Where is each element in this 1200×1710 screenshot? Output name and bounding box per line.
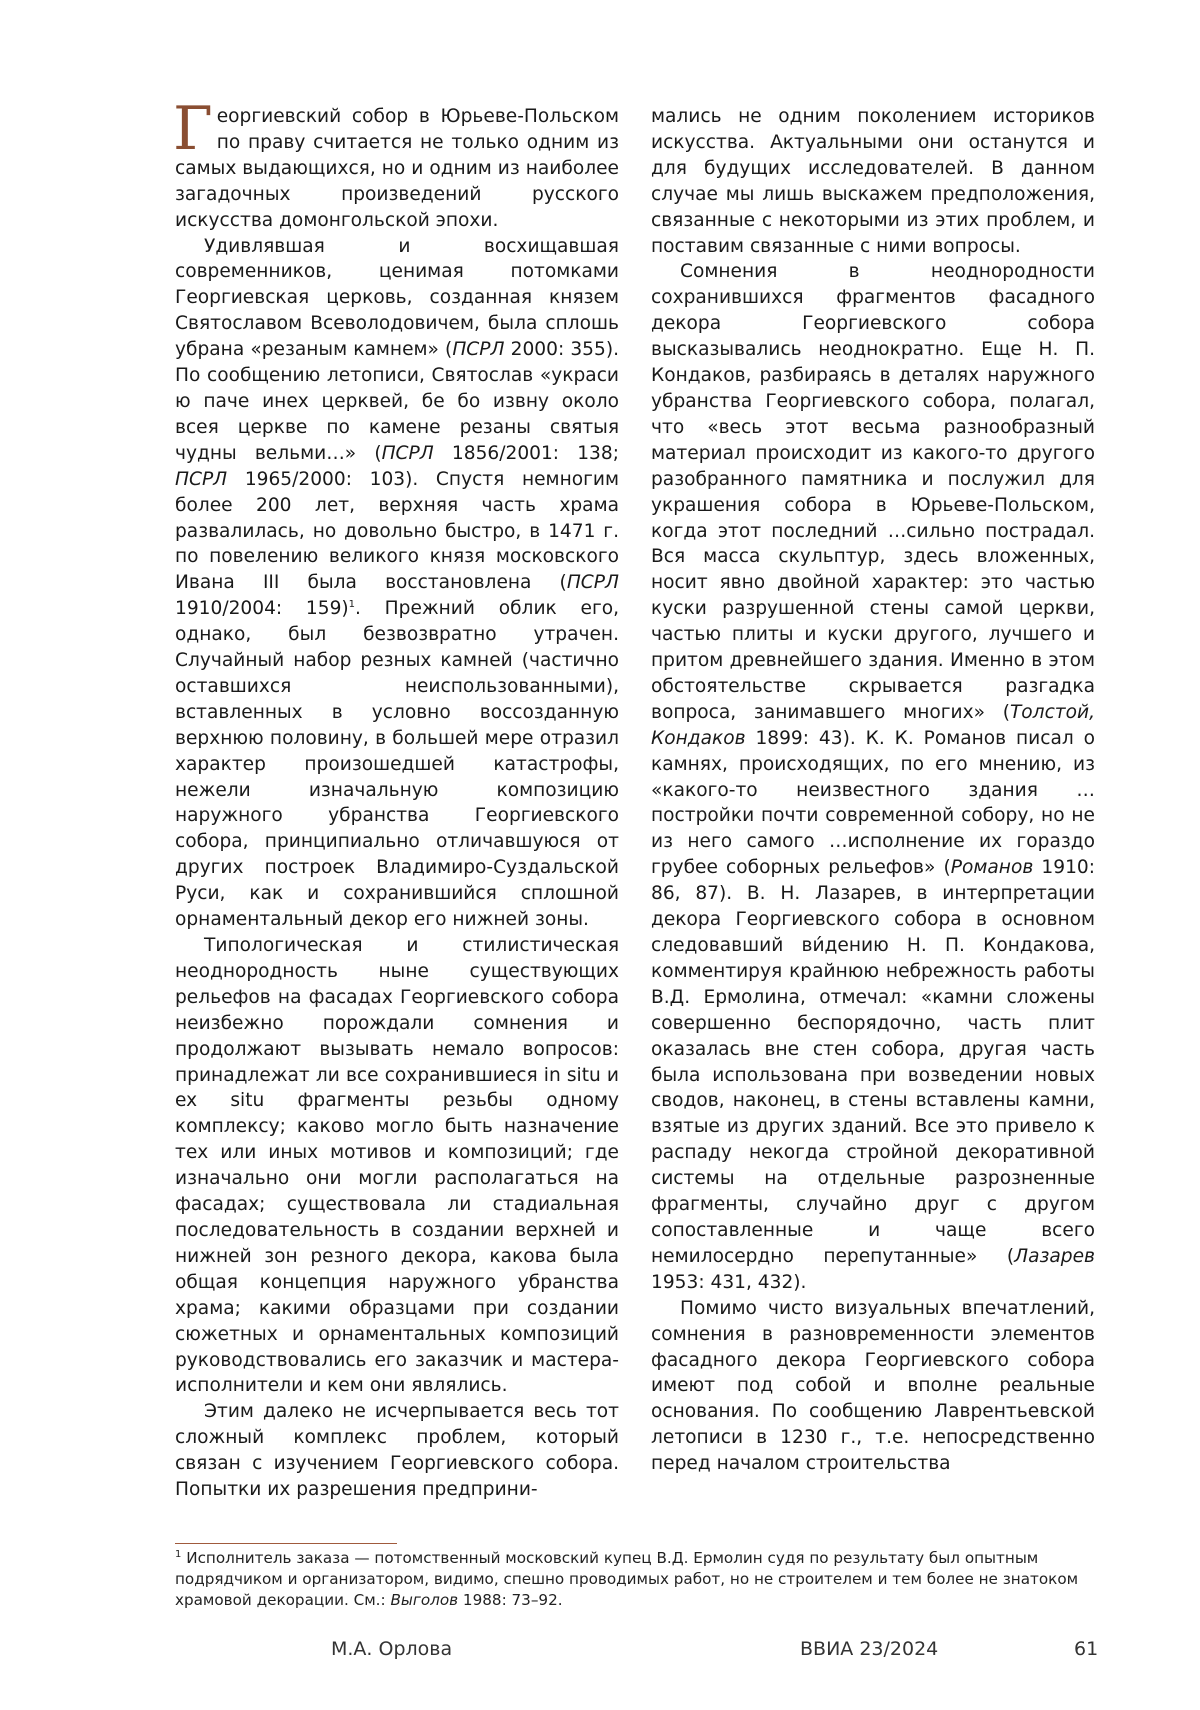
paragraph-text: мались не одним поколением историков искусства. Актуальными они останутся и для будущих исследователей. В данном случае мы лишь выскажем предположения, связанные с некоторыми из этих проблем, и поставим связанные с ними вопросы. [651, 106, 1095, 257]
paragraph-text: 1965/2000: 103). Спустя немногим более 200 лет, верхняя часть храма развалилась, но довольно быстро, в 1471 г. по повелению великого князя московского Ивана III была восстановлена ( [175, 468, 619, 594]
paragraph [173, 94, 619, 234]
citation: ПСРЛ [452, 339, 505, 361]
citation: Лазарев [1014, 1245, 1095, 1267]
paragraph-text: Сомнения в неоднородности сохранившихся фрагментов фасадного декора Георгиевского собора высказывались неоднократно. Еще Н. П. Кондаков, разбираясь в деталях наружного убранства Георгиевского собора, полагал, что «весь этот весьма разнообразный материал происходит из какого-то другого разобранного памятника и послужил для украшения собора в Юрьеве-Польском, когда этот последний …сильно пострадал. Вся масса скульптур, здесь вложенных, носит явно двойной характер: это частью куски разрушенной стены самой церкви, частью плиты и куски другого, лучшего и притом древнейшего здания. Именно в этом обстоятельстве скрывается разгадка вопроса, занимавшего многих» ( [651, 261, 1095, 723]
paragraph [175, 1399, 619, 1503]
citation: Романов [950, 857, 1034, 879]
paragraph [175, 234, 619, 933]
footnote [175, 1548, 1095, 1611]
citation: Выголов [390, 1591, 459, 1609]
left-column [173, 94, 619, 1503]
footer-journal: ВВИА 23/2024 [800, 1638, 939, 1660]
paragraph [651, 1296, 1095, 1477]
paragraph-text: 1910/2004: 159) [175, 598, 349, 620]
paragraph-text: 2000: 355). По сообщению летописи, Святослав «украси ю паче инех церквей, бе бо извну около всея церкве по камене резаны святыя чудны вельми…» ( [175, 339, 619, 464]
paragraph-text: Типологическая и стилистическая неоднородность ныне существующих рельефов на фасадах Георгиевского собора неизбежно порождали сомнения и продолжают вызывать немало вопросов: принадлежат ли все сохранившиеся in situ и ex situ фрагменты резьбы одному комплексу; каково могло быть назначение тех или иных мотивов и композиций; где изначально они могли располагаться на фасадах; существовала ли стадиальная последовательность в создании верхней и нижней зон резного декора, какова была общая концепция наружного убранства храма; какими образцами при создании сюжетных и орнаментальных композиций руководствовались его заказчик и мастера-исполнители и кем они являлись. [175, 935, 619, 1397]
footnote-text: Исполнитель заказа — потомственный московский купец В.Д. Ермолин судя по результату был опытным подрядчиком и организатором, видимо, спешно проводимых работ, но не строителем и тем более не знатоком храмовой декорации. См.: [175, 1549, 1079, 1609]
footer-author: М.А. Орлова [331, 1638, 453, 1660]
drop-cap: Г [173, 94, 213, 164]
citation: ПСРЛ [175, 468, 228, 490]
paragraph [651, 259, 1095, 1295]
paragraph-text: 1899: 43). К. К. Романов писал о камнях, происходящих, по его мнению, из «какого-то неизвестного здания …постройки почти современной собору, но не из него самого …исполнение их гораздо грубее соборных рельефов» ( [651, 727, 1095, 879]
paragraph-text: Удивлявшая и восхищавшая современников, ценимая потомками Георгиевская церковь, созданная князем Святославом Всеволодовичем, была сплошь убрана «резаным камнем» ( [175, 235, 619, 361]
paragraph-text: Этим далеко не исчерпывается весь тот сложный комплекс проблем, который связан с изучением Георгиевского собора. Попытки их разрешения предприни- [175, 1401, 619, 1501]
citation: ПСРЛ [566, 572, 619, 594]
right-column [651, 104, 1095, 1477]
footnote-rule [175, 1543, 397, 1544]
paragraph [651, 104, 1095, 259]
paragraph-text: 1910: 86, 87). В. Н. Лазарев, в интерпретации декора Георгиевского собора в основном следовавший ви́дению Н. П. Кондакова, комментируя крайнюю небрежность работы В.Д. Ермолина, отмечал: «камни сложены совершенно беспорядочно, часть плит оказалась вне стен собора, другая часть была использована при возведении новых сводов, наконец, в стены вставлены камни, взятые из других зданий. Все это привело к распаду некогда стройной декоративной системы на отдельные разрозненные фрагменты, случайно друг с другом сопоставленные и чаще всего немилосердно перепутанные» ( [651, 857, 1096, 1267]
footnote-ref[interactable]: 1 [348, 599, 356, 611]
page-number: 61 [1074, 1638, 1099, 1660]
paragraph-text: Помимо чисто визуальных впечатлений, сомнения в разновременности элементов фасадного декора Георгиевского собора имеют под собой и вполне реальные основания. По сообщению Лаврентьевской летописи в 1230 г., т.е. непосредственно перед началом строительства [651, 1297, 1095, 1475]
paragraph-text: 1856/2001: 138; [433, 442, 619, 464]
paragraph-text: еоргиевский собор в Юрьеве-Польском по праву считается не только одним из самых выдающихся, но и одним из наиболее загадочных произведений русского искусства домонгольской эпохи. [175, 106, 619, 231]
paragraph-text: . Прежний облик его, однако, был безвозвратно утрачен. Случайный набор резных камней (частично оставшихся неиспользованными), вставленных в условно воссозданную верхнюю половину, в большей мере отразил характер произошедшей катастрофы, нежели изначальную композицию наружного убранства Георгиевского собора, принципиально отличавшуюся от других построек Владимиро-Суздальской Руси, как и сохранившийся сплошной орнаментальный декор его нижней зоны. [175, 598, 619, 931]
citation: Толстой, Кондаков [651, 701, 1095, 749]
footnote-marker: 1 [175, 1548, 182, 1560]
footnote-text: 1988: 73–92. [458, 1591, 563, 1609]
citation: ПСРЛ [381, 442, 434, 464]
paragraph-text: 1953: 431, 432). [651, 1271, 807, 1293]
paragraph [175, 933, 619, 1399]
